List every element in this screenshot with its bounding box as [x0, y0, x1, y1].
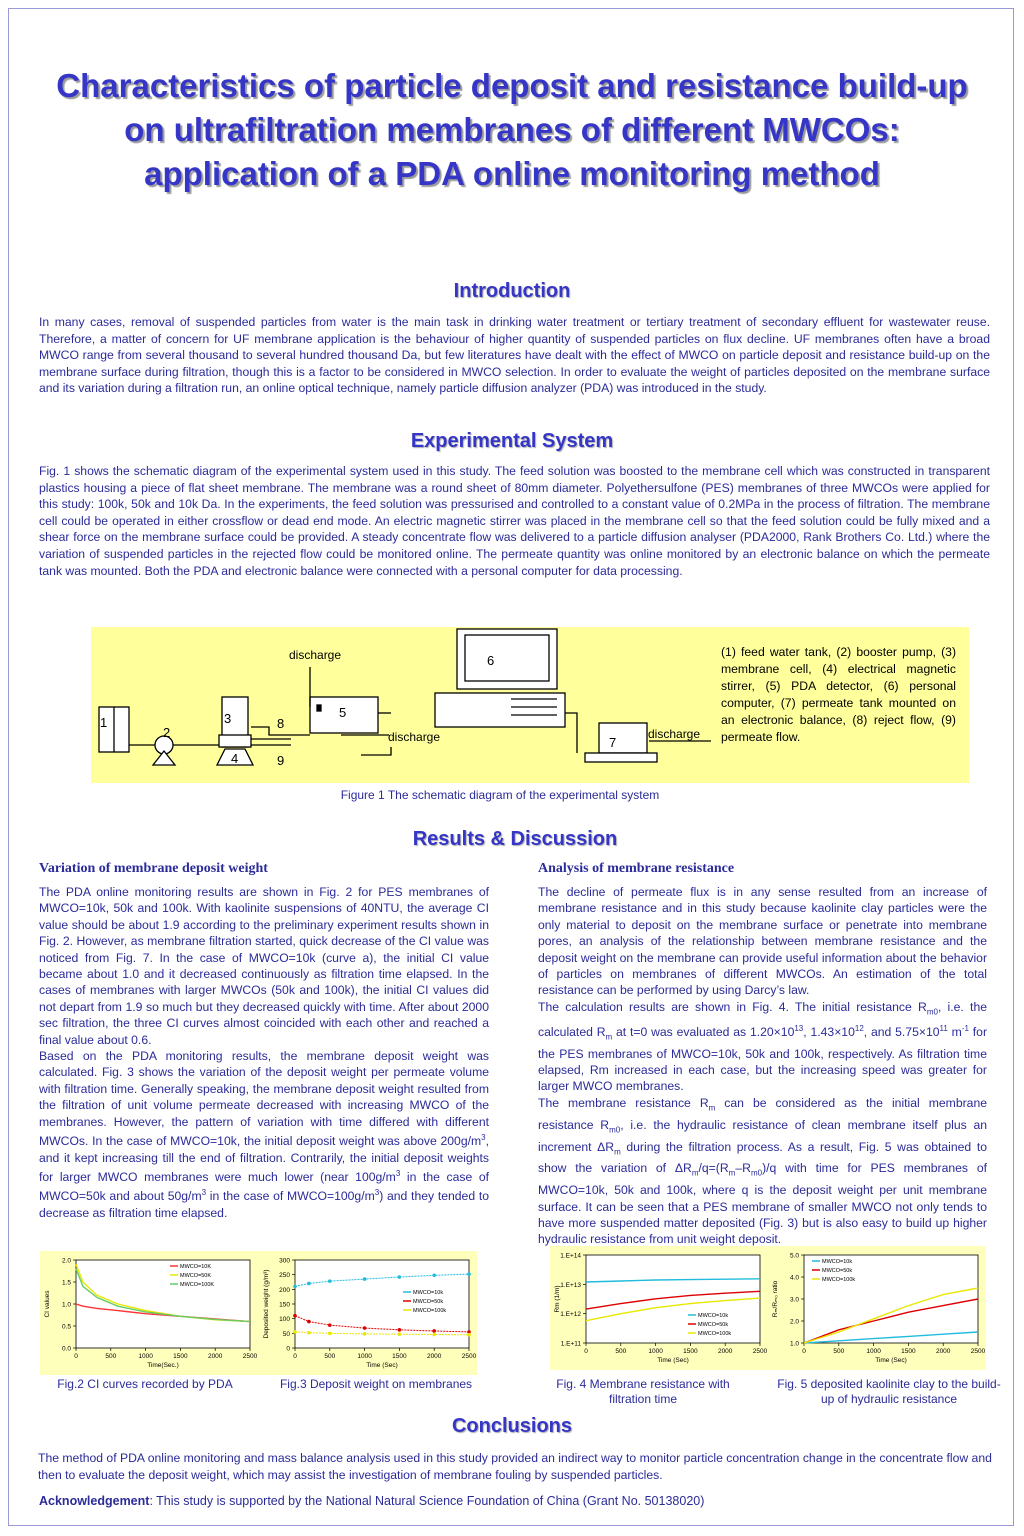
introduction-text: In many cases, removal of suspended particles from water is the main task in drinking water treatment or tertiary treatment of secondary effluent for wastewater reuse. Therefore, a matter of concern for UF membrane application is the behaviour of higher quantity of suspended particles on flux decline. UF membranes often have a broad MWCO range from several thousand to several hundred thousand Da, but few literatures have dealt with the effect of MWCO on particle deposit and resistance build-up on the membrane surface during filtration, though this is a factor to be considered in MWCO selection. In order to evaluate the weight of particles deposited on the membrane surface and its variation during a filtration run, an online optical technique, namely particle diffusion analyzer (PDA) was introduced in the study. [39, 315, 990, 396]
x-tick-label: 0 [802, 1348, 806, 1355]
chart-deposit-weight [259, 1252, 477, 1374]
y-tick-label: 300 [279, 1257, 290, 1265]
y-tick-label: 1.E+14 [560, 1252, 581, 1260]
y-tick-label: 2.0 [789, 1318, 799, 1326]
poster-title: Characteristics of particle deposit and resistance build-up on ultrafiltration membranes of different MWCOs: application of a PDA online monitoring method [56, 67, 968, 192]
x-tick-label: 1000 [138, 1353, 153, 1360]
x-tick-label: 2000 [717, 1348, 733, 1355]
x-tick-label: 0 [74, 1353, 78, 1360]
y-tick-label: 0.5 [61, 1323, 71, 1331]
legend-label: MWCO=100k [698, 1331, 732, 1337]
y-tick-label: 1.0 [789, 1340, 799, 1348]
y-tick-label: 1.E+13 [560, 1281, 581, 1289]
x-tick-label: 2000 [207, 1353, 223, 1360]
legend-label: MWCO=10k [822, 1259, 853, 1265]
acknowledgement-label: Acknowledgement [39, 1494, 150, 1508]
x-tick-label: 1000 [357, 1353, 372, 1360]
y-tick-label: 0 [286, 1345, 290, 1353]
x-tick-label: 1500 [173, 1353, 188, 1360]
left-column [39, 884, 489, 1221]
y-tick-label: 0.0 [61, 1345, 71, 1353]
x-tick-label: 500 [105, 1353, 117, 1360]
legend-label: MWCO=10k [413, 1290, 444, 1296]
label-9: 9 [277, 753, 285, 768]
x-axis-label: Time (Sec) [657, 1357, 689, 1364]
fig2-caption: Fig.2 CI curves recorded by PDA [57, 1377, 233, 1391]
x-tick-label: 1000 [648, 1348, 663, 1355]
data-point [467, 1272, 471, 1276]
figure-1-legend: (1) feed water tank, (2) booster pump, (3) membrane cell, (4) electrical magnetic stirrer, (5) PDA detector, (6) personal computer, (7) permeate tank mounted on an electronic balance, (8) reject flow, (9) permeate flow. [721, 645, 956, 744]
y-axis-label: Deposited weight (g/m³) [263, 1269, 270, 1339]
conclusions-text: The method of PDA online monitoring and mass balance analysis used in this study provided an indirect way to monitor particle concentration change in the concentrate flow and then to evaluate the deposit weight, which may assist the investigation of membrane fouling by suspended particles. [38, 1451, 992, 1482]
chart-ci-curves [40, 1252, 258, 1374]
label-7: 7 [609, 735, 617, 750]
plot-area [586, 1255, 760, 1343]
left-subheading: Variation of membrane deposit weight [39, 861, 268, 876]
acknowledgement [39, 1494, 704, 1508]
legend-label: MWCO=100k [413, 1308, 447, 1314]
label-5: 5 [339, 705, 347, 720]
legend-label: MWCO=100k [822, 1277, 856, 1283]
legend-label: MWCO=50K [180, 1273, 212, 1279]
y-tick-label: 1.0 [61, 1301, 71, 1309]
x-tick-label: 500 [615, 1348, 627, 1355]
y-tick-label: 4.0 [789, 1274, 799, 1282]
y-axis-label: Rm (1/m) [554, 1285, 561, 1313]
x-tick-label: 2000 [426, 1353, 442, 1360]
y-tick-label: 250 [279, 1272, 290, 1280]
chart-resistance-ratio [768, 1247, 986, 1369]
right-paragraph-1: The decline of permeate flux is in any sense resulted from an increase of membrane resistance and in this study because kaolinite clay particles were the only material to deposit on the membrane surface or penetrate into membrane pores, an analysis of the relationship between membrane resistance and the deposit weight on the membrane can provide useful information about the behavior of particles on membranes of different MWCOs. An estimation of the total resistance can be performed by using Darcy’s law. [538, 885, 987, 998]
x-tick-label: 1000 [866, 1348, 881, 1355]
x-tick-label: 2500 [242, 1353, 258, 1360]
legend-label: MWCO=100K [180, 1282, 215, 1288]
discharge-mid-label: discharge [388, 730, 441, 744]
legend-label: MWCO=10k [698, 1313, 729, 1319]
schematic-diagram [91, 627, 711, 783]
introduction-heading: Introduction [453, 280, 571, 302]
results-heading: Results & Discussion [412, 828, 618, 850]
x-tick-label: 2500 [461, 1353, 477, 1360]
y-axis-label: Rₘ/Rₘ₀ ratio [772, 1280, 779, 1318]
y-tick-label: 100 [279, 1316, 290, 1324]
x-tick-label: 1500 [901, 1348, 916, 1355]
y-tick-label: 150 [279, 1301, 290, 1309]
acknowledgement-text: : This study is supported by the National Natural Science Foundation of China (Grant No. 50138020) [149, 1494, 705, 1508]
y-tick-label: 1.E+11 [560, 1340, 581, 1348]
plot-area [76, 1260, 250, 1348]
legend-label: MWCO=50k [413, 1299, 444, 1305]
experimental-heading: Experimental System [410, 430, 614, 452]
label-6: 6 [487, 653, 495, 668]
y-tick-label: 3.0 [789, 1296, 799, 1304]
left-paragraph-1: The PDA online monitoring results are shown in Fig. 2 for PES membranes of MWCO=10k, 50k and 100k. With kaolinite suspensions of 40NTU, the average CI value should be about 1.9 according to the preliminary experiment results shown in Fig. 2. However, as membrane filtration started, quick decrease of the CI value was noticed from Fig. 7. In the case of MWCO=10k (curve a), the initial CI value became about 1.0 and it decreased continuously as filtration time elapsed. In the cases of membranes with larger MWCOs (50k and 100k), the initial CI values did not depart from 1.9 so much but they decreased quickly with time. After about 2000 sec filtration, the three CI curves almost coincided with each other and reached a final value about 0.6. [39, 885, 489, 1047]
figure-1-schematic [91, 627, 969, 783]
right-subheading: Analysis of membrane resistance [538, 861, 735, 876]
y-tick-label: 50 [282, 1330, 290, 1338]
y-tick-label: 2.0 [61, 1257, 71, 1265]
legend-label: MWCO=10K [180, 1264, 212, 1270]
discharge-top-label: discharge [289, 648, 342, 662]
x-tick-label: 0 [584, 1348, 588, 1355]
y-axis-label: CI values [44, 1290, 51, 1318]
x-tick-label: 2000 [935, 1348, 951, 1355]
right-column [538, 884, 987, 1248]
figure-1-caption: Figure 1 The schematic diagram of the experimental system [340, 788, 660, 802]
x-tick-label: 2500 [970, 1348, 986, 1355]
x-tick-label: 0 [293, 1353, 297, 1360]
x-tick-label: 500 [324, 1353, 336, 1360]
right-paragraph-2: The calculation results are shown in Fig. 4. The initial resistance $R_{m0}$, i.e. the calculated $R_m$ at t=0 was evaluated as $1.20\times 10^{13}$, $1.43\times 10^{12}$, and $5.75\times 10^{11}$ $m^{-1}$ for the PES membranes of MWCO=10k, 50k and 100k, respectively. As filtration time elapsed, Rm increased in each case, but the increasing speed was greater for larger MWCO membranes. [538, 999, 988, 1094]
x-axis-label: Time (Sec) [875, 1357, 907, 1364]
fig4-caption: Fig. 4 Membrane resistance with filtration time [556, 1377, 730, 1406]
x-tick-label: 2500 [752, 1348, 768, 1355]
fig3-caption: Fig.3 Deposit weight on membranes [279, 1377, 473, 1391]
chart-membrane-resistance [550, 1247, 768, 1369]
experimental-text: Fig. 1 shows the schematic diagram of the experimental system used in this study. The feed solution was boosted to the membrane cell which was constructed in transparent plastics housing a piece of flat sheet membrane. The membrane was a round sheet of 80mm diameter. Polyethersulfone (PES) membranes of three MWCOs were applied for this study: 100k, 50k and 10k Da. In the experiments, the feed solution was pressurised and controlled to a constant value of 0.2MPa in the process of filtration. The membrane cell could be operated in either crossflow or dead end mode. An electric magnetic stirrer was placed in the membrane cell so that the feed solution could be fully mixed and a shear force on the membrane surface could be provided. A steady concentrate flow was delivered to a particle diffusion analyser (PDA2000, Rank Brothers Co. Ltd.) where the variation of suspended particles in the rejected flow could be monitored online. The permeate quantity was online monitored by an electronic balance on which the permeate tank was mounted. Both the PDA and electronic balance were connected with a personal computer for data processing. [39, 464, 990, 578]
fig5-caption: Fig. 5 deposited kaolinite clay to the build-up of hydraulic resistance [777, 1377, 1001, 1406]
y-tick-label: 200 [279, 1286, 290, 1294]
x-tick-label: 1500 [392, 1353, 407, 1360]
label-2: 2 [163, 725, 171, 740]
x-tick-label: 1500 [683, 1348, 698, 1355]
label-8: 8 [277, 716, 285, 731]
label-4: 4 [231, 751, 239, 766]
right-paragraph-3: The membrane resistance $R_m$ can be considered as the initial membrane resistance $R_{m0}$, i.e. the hydraulic resistance of clean membrane itself plus an increment $\Delta R_m$ during the filtration process. As a result, Fig. 5 was obtained to show the variation of $\Delta R_m/q=(R_m-R_{m0})/q$ with time for PES membranes of MWCO=10k, 50k and 100k, where q is the deposit weight per unit membrane surface. It can be seen that a PES membrane of smaller MWCO not only tends to have more suspended matter deposited (Fig. 3) but is also easy to build up higher hydraulic resistance from unit weight deposit. [538, 1095, 988, 1247]
x-tick-label: 500 [833, 1348, 845, 1355]
y-tick-label: 5.0 [789, 1252, 799, 1260]
discharge-right-label: discharge [648, 727, 701, 741]
conclusions-heading: Conclusions [451, 1415, 572, 1437]
legend-label: MWCO=50k [698, 1322, 729, 1328]
y-tick-label: 1.5 [61, 1279, 71, 1287]
label-3: 3 [224, 711, 232, 726]
x-axis-label: Time(Sec.) [147, 1362, 179, 1369]
legend-label: MWCO=50k [822, 1268, 853, 1274]
y-tick-label: 1.E+12 [560, 1311, 581, 1319]
label-1: 1 [100, 715, 108, 730]
x-axis-label: Time (Sec) [366, 1362, 398, 1369]
left-paragraph-2: Based on the PDA monitoring results, the membrane deposit weight was calculated. Fig. 3 shows the variation of the deposit weight per permeate volume with filtration time. Generally speaking, the membrane deposit weight resulted from the filtration of unit volume permeate decreased with increasing MWCO of the membranes. However, the pattern of variation with time differed with different MWCOs. In the case of MWCO=10k, the initial deposit weight was above $200g/m^3$, and it kept increasing till the end of filtration. Contrarily, the initial deposit weights for larger MWCO membranes were much lower (near $100g/m^3$ in the case of MWCO=50k and about $50g/m^3$ in the case of $MWCO=100g/m^3$) and they tended to decrease as filtration time elapsed. [39, 1049, 489, 1220]
